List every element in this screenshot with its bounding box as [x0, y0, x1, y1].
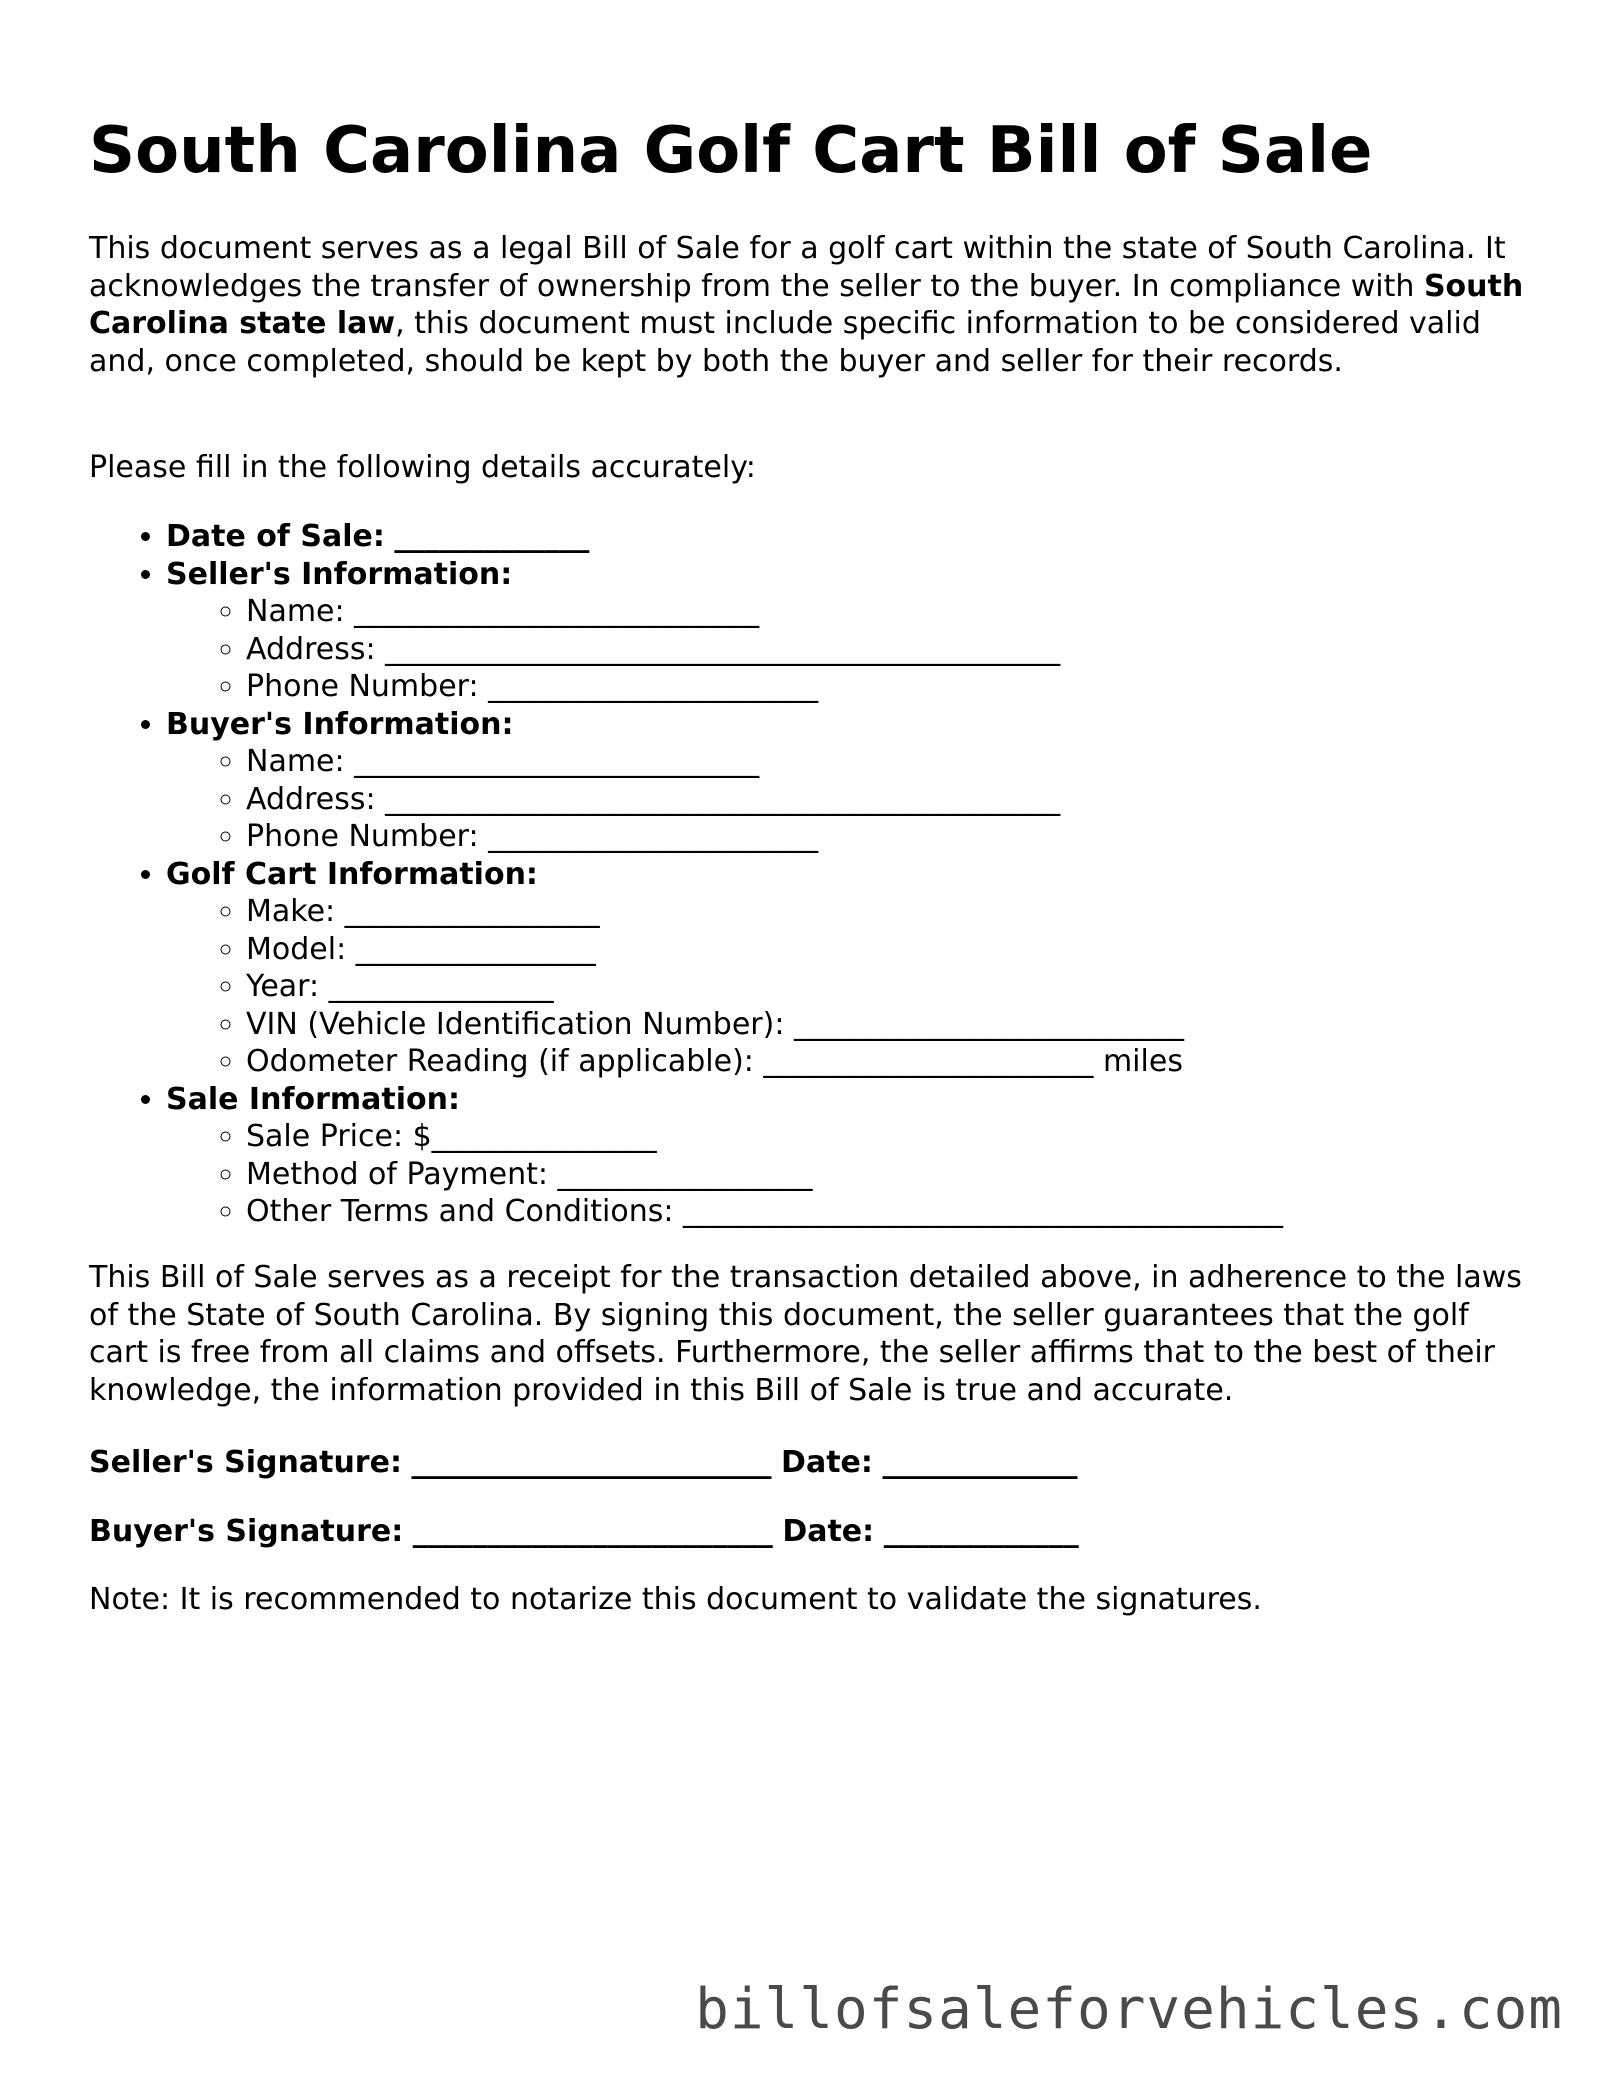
payment-method-field: ◦ Method of Payment: _________________ — [246, 1156, 1283, 1194]
seller-date-blank: _____________ — [882, 1445, 1078, 1480]
date-of-sale-label: Date of Sale: — [166, 519, 385, 554]
list-item-buyer-info — [166, 706, 1283, 856]
buyer-info-heading: Buyer's Information: — [166, 706, 514, 742]
cart-model-field: ◦ Model: ________________ — [246, 931, 1283, 969]
date-of-sale-blank: _____________ — [394, 519, 590, 554]
page-title: South Carolina Golf Cart Bill of Sale — [89, 114, 1373, 188]
seller-signature-label: Seller's Signature: — [89, 1445, 402, 1480]
intro-text-1: This document serves as a legal Bill of Sale for a golf cart within the state of South Carolina. It acknowledges the transfer of ownership from the seller to the buyer. In compliance with — [89, 231, 1506, 304]
cart-make-field: ◦ Make: _________________ — [246, 893, 1283, 931]
buyer-signature-blank: ________________________ — [412, 1514, 773, 1549]
notarize-note: Note: It is recommended to notarize this document to validate the signatures. — [89, 1582, 1262, 1617]
intro-paragraph — [89, 230, 1529, 380]
list-item-seller-info — [166, 556, 1283, 706]
cart-vin-field: ◦ VIN (Vehicle Identification Number): __________________________ — [246, 1006, 1283, 1044]
buyer-name-field: ◦ Name: ___________________________ — [246, 743, 1283, 781]
sale-info-sublist — [166, 1118, 1283, 1231]
cart-odometer-field: ◦ Odometer Reading (if applicable): ______________________ miles — [246, 1043, 1283, 1081]
buyer-signature-label: Buyer's Signature: — [89, 1514, 404, 1549]
buyer-info-sublist — [166, 743, 1283, 856]
instruction-text: Please fill in the following details accurately: — [89, 450, 756, 485]
seller-signature-blank: ________________________ — [411, 1445, 772, 1480]
list-item-golf-cart-info — [166, 856, 1283, 1081]
closing-paragraph: This Bill of Sale serves as a receipt for the transaction detailed above, in adherence to the laws of the State of South Carolina. By signing this document, the seller guarantees that the golf cart is free from all claims and offsets. Furthermore, the seller affirms that to the best of their knowledge, the information provided in this Bill of Sale is true and accurate. — [89, 1260, 1522, 1408]
list-item-date-of-sale — [166, 518, 1283, 556]
intro-text-2: , this document must include specific information to be considered valid and, once completed, should be kept by both the buyer and seller for their records. — [89, 306, 1481, 379]
buyer-signature-line — [89, 1513, 1529, 1551]
seller-info-heading: Seller's Information: — [166, 556, 513, 592]
sale-info-heading: Sale Information: — [166, 1081, 460, 1117]
golf-cart-info-sublist — [166, 893, 1283, 1081]
seller-address-field: ◦ Address: _____________________________________________ — [246, 631, 1283, 669]
buyer-address-field: ◦ Address: _____________________________________________ — [246, 781, 1283, 819]
sale-price-field: ◦ Sale Price: $_______________ — [246, 1118, 1283, 1156]
buyer-date-label: Date: — [782, 1514, 875, 1549]
seller-signature-line — [89, 1444, 1529, 1482]
details-list — [89, 518, 1283, 1231]
seller-phone-field: ◦ Phone Number: ______________________ — [246, 668, 1283, 706]
buyer-date-blank: _____________ — [883, 1514, 1079, 1549]
seller-name-field: ◦ Name: ___________________________ — [246, 593, 1283, 631]
intro-bold-law: South Carolina state law — [89, 268, 1524, 341]
list-item-sale-info — [166, 1081, 1283, 1231]
seller-info-sublist — [166, 593, 1283, 706]
buyer-phone-field: ◦ Phone Number: ______________________ — [246, 818, 1283, 856]
cart-year-field: ◦ Year: _______________ — [246, 968, 1283, 1006]
seller-date-label: Date: — [781, 1445, 873, 1480]
other-terms-field: ◦ Other Terms and Conditions: ________________________________________ — [246, 1193, 1283, 1231]
golf-cart-info-heading: Golf Cart Information: — [166, 856, 538, 892]
site-watermark: billofsaleforvehicles.com — [695, 1977, 1563, 2042]
